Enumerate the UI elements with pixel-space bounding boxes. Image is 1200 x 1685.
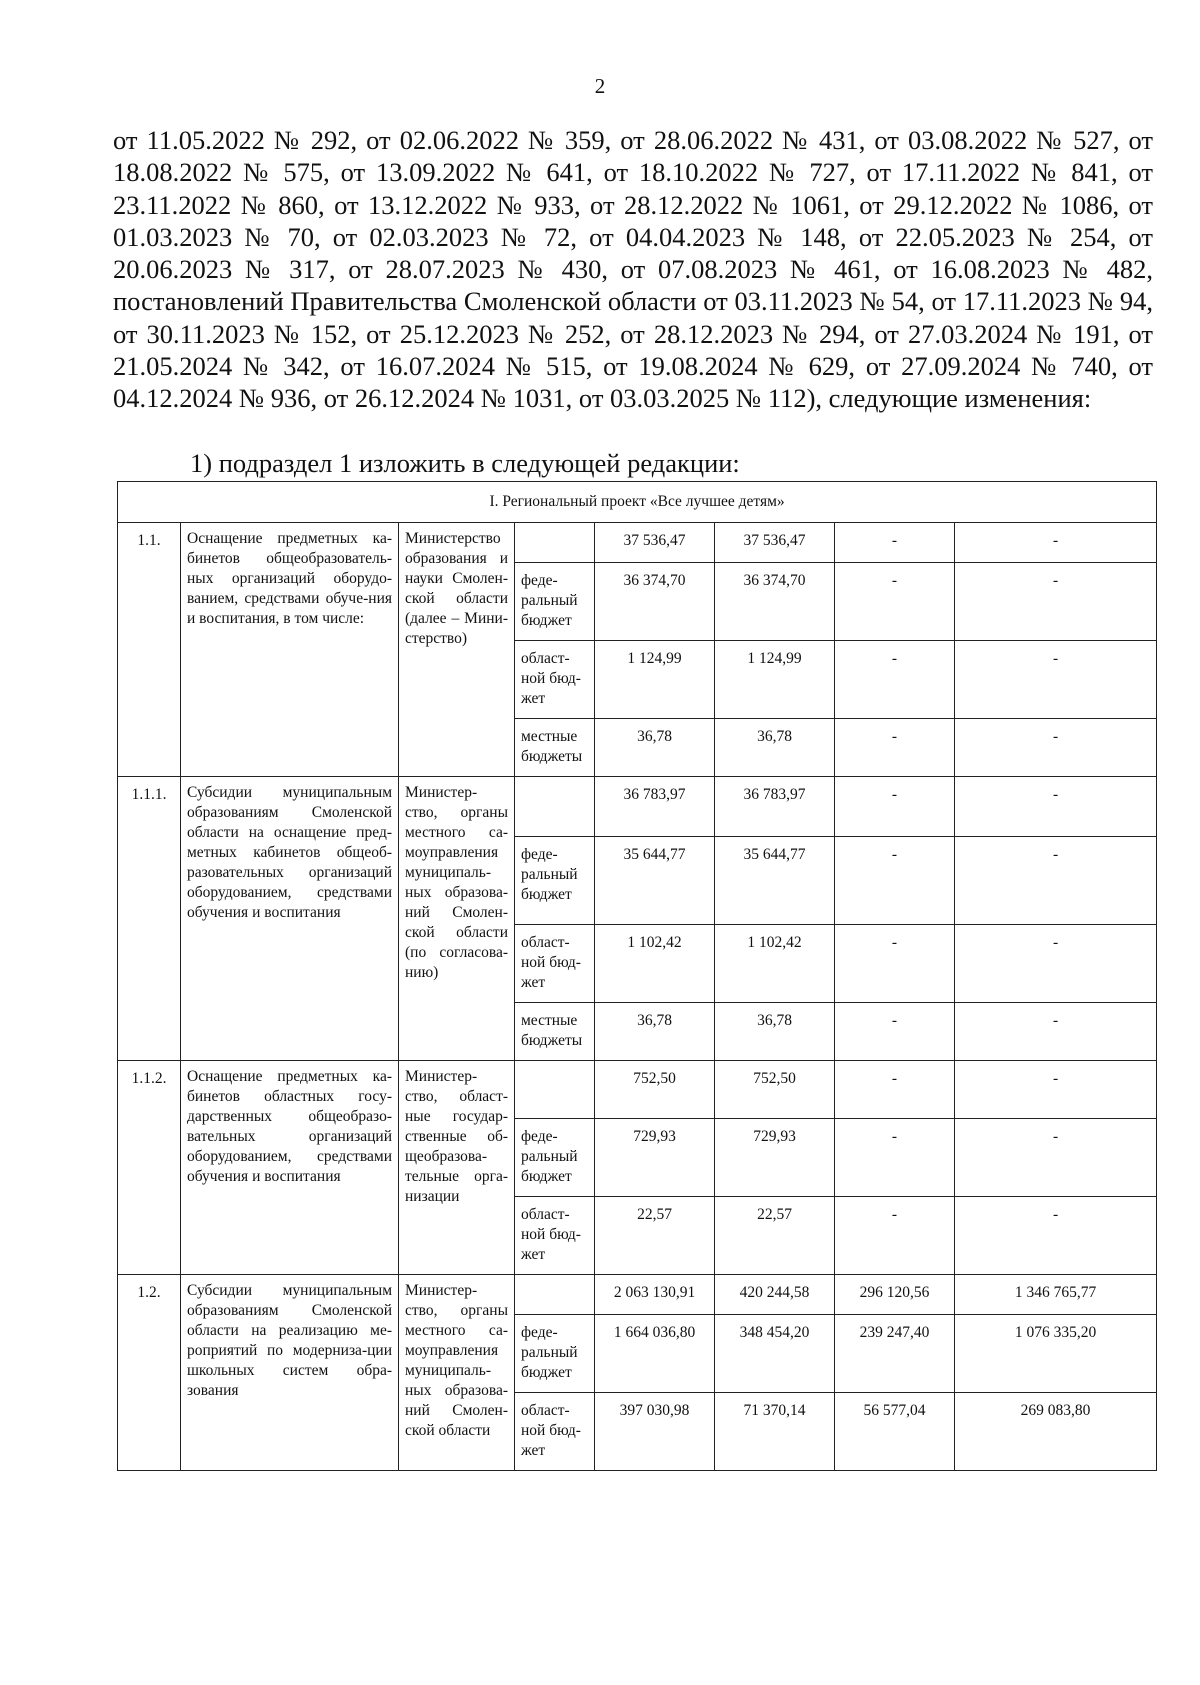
year3-value: - <box>955 523 1157 563</box>
item-executor: Министер-ство, органы местного са-моуправления муниципаль-ных образова-ний Смолен-ской области <box>399 1275 515 1471</box>
total-value: 36,78 <box>595 1003 715 1061</box>
section-row <box>118 482 1157 523</box>
page-number: 2 <box>594 74 606 98</box>
year3-value: - <box>955 777 1157 837</box>
source-federal: феде-ральный бюджет <box>515 563 595 641</box>
year3-value: - <box>955 1003 1157 1061</box>
source-federal: феде-ральный бюджет <box>515 1315 595 1393</box>
year3-value: - <box>955 1119 1157 1197</box>
table-row <box>118 523 1157 563</box>
item-code: 1.1. <box>118 523 181 777</box>
total-value: 35 644,77 <box>595 837 715 925</box>
year1-value: 71 370,14 <box>715 1393 835 1471</box>
year3-value: - <box>955 1061 1157 1119</box>
year1-value: 36,78 <box>715 1003 835 1061</box>
year1-value: 729,93 <box>715 1119 835 1197</box>
total-value: 729,93 <box>595 1119 715 1197</box>
year2-value: - <box>835 1061 955 1119</box>
item-name: Субсидии муниципальным образованиям Смоленской области на оснащение пред-метных кабинетов общеоб-разовательных организаций оборудованием, средствами обучения и воспитания <box>181 777 399 1061</box>
year3-value: 269 083,80 <box>955 1393 1157 1471</box>
source-regional: област-ной бюд-жет <box>515 1393 595 1471</box>
year3-value: - <box>955 1197 1157 1275</box>
year1-value: 37 536,47 <box>715 523 835 563</box>
year1-value: 348 454,20 <box>715 1315 835 1393</box>
year3-value: - <box>955 925 1157 1003</box>
item-code: 1.1.2. <box>118 1061 181 1275</box>
year2-value: 56 577,04 <box>835 1393 955 1471</box>
year3-value: - <box>955 837 1157 925</box>
item-name: Оснащение предметных ка-бинетов областных госу-дарственных общеобразо-вательных организаций оборудованием, средствами обучения и воспитания <box>181 1061 399 1275</box>
total-value: 36,78 <box>595 719 715 777</box>
source-local: местные бюджеты <box>515 1003 595 1061</box>
year3-value: - <box>955 641 1157 719</box>
year3-value: 1 346 765,77 <box>955 1275 1157 1315</box>
budget-table <box>117 481 1157 1471</box>
source-regional: област-ной бюд-жет <box>515 641 595 719</box>
table-row <box>118 1275 1157 1315</box>
year2-value: - <box>835 719 955 777</box>
item-executor: Министер-ство, област-ные государ-ственные об-щеобразова-тельные орга-низации <box>399 1061 515 1275</box>
year2-value: - <box>835 523 955 563</box>
total-value: 1 102,42 <box>595 925 715 1003</box>
intro-paragraph: от 11.05.2022 № 292, от 02.06.2022 № 359, от 28.06.2022 № 431, от 03.08.2022 № 527, от 18.08.2022 № 575, от 13.09.2022 № 641, от 18.10.2022 № 727, от 17.11.2022 № 841, от 23.11.2022 № 860, от 13.12.2022 № 933, от 28.12.2022 № 1061, от 29.12.2022 № 1086, от 01.03.2023 № 70, от 02.03.2023 № 72, от 04.04.2023 № 148, от 22.05.2023 № 254, от 20.06.2023 № 317, от 28.07.2023 № 430, от 07.08.2023 № 461, от 16.08.2023 № 482, постановлений Правительства Смоленской области от 03.11.2023 № 54, от 17.11.2023 № 94, от 30.11.2023 № 152, от 25.12.2023 № 252, от 28.12.2023 № 294, от 27.03.2024 № 191, от 21.05.2024 № 342, от 16.07.2024 № 515, от 19.08.2024 № 629, от 27.09.2024 № 740, от 04.12.2024 № 936, от 26.12.2024 № 1031, от 03.03.2025 № 112), следующие изменения: <box>113 125 1153 414</box>
year1-value: 22,57 <box>715 1197 835 1275</box>
item-code: 1.1.1. <box>118 777 181 1061</box>
item-name: Субсидии муниципальным образованиям Смоленской области на реализацию ме-роприятий по модерниза-ции школьных систем обра-зования <box>181 1275 399 1471</box>
total-value: 2 063 130,91 <box>595 1275 715 1315</box>
year2-value: - <box>835 1119 955 1197</box>
year3-value: - <box>955 719 1157 777</box>
year1-value: 1 102,42 <box>715 925 835 1003</box>
total-value: 1 664 036,80 <box>595 1315 715 1393</box>
table-row <box>118 1061 1157 1119</box>
total-value: 36 374,70 <box>595 563 715 641</box>
year3-value: - <box>955 563 1157 641</box>
year1-value: 36 374,70 <box>715 563 835 641</box>
year1-value: 420 244,58 <box>715 1275 835 1315</box>
year2-value: - <box>835 1003 955 1061</box>
year2-value: 239 247,40 <box>835 1315 955 1393</box>
total-value: 37 536,47 <box>595 523 715 563</box>
year2-value: - <box>835 777 955 837</box>
table-row <box>118 777 1157 837</box>
year2-value: - <box>835 837 955 925</box>
subheading: 1) подраздел 1 изложить в следующей редакции: <box>190 448 740 478</box>
source-regional: област-ной бюд-жет <box>515 1197 595 1275</box>
year2-value: - <box>835 563 955 641</box>
source-local: местные бюджеты <box>515 719 595 777</box>
item-code: 1.2. <box>118 1275 181 1471</box>
year1-value: 35 644,77 <box>715 837 835 925</box>
source-regional: област-ной бюд-жет <box>515 925 595 1003</box>
year2-value: - <box>835 925 955 1003</box>
item-name: Оснащение предметных ка-бинетов общеобразователь-ных организаций оборудо-ванием, средствами обуче-ния и воспитания, в том числе: <box>181 523 399 777</box>
total-value: 1 124,99 <box>595 641 715 719</box>
year1-value: 752,50 <box>715 1061 835 1119</box>
year2-value: - <box>835 1197 955 1275</box>
year1-value: 36 783,97 <box>715 777 835 837</box>
item-executor: Министер-ство, органы местного са-моуправления муниципаль-ных образова-ний Смолен-ской области (по согласова-нию) <box>399 777 515 1061</box>
year1-value: 1 124,99 <box>715 641 835 719</box>
source-federal: феде-ральный бюджет <box>515 1119 595 1197</box>
item-executor: Министерство образования и науки Смолен-ской области (далее – Мини-стерство) <box>399 523 515 777</box>
year2-value: - <box>835 641 955 719</box>
year1-value: 36,78 <box>715 719 835 777</box>
section-title: I. Региональный проект «Все лучшее детям» <box>118 482 1157 523</box>
total-value: 36 783,97 <box>595 777 715 837</box>
year2-value: 296 120,56 <box>835 1275 955 1315</box>
total-value: 22,57 <box>595 1197 715 1275</box>
total-value: 397 030,98 <box>595 1393 715 1471</box>
year3-value: 1 076 335,20 <box>955 1315 1157 1393</box>
total-value: 752,50 <box>595 1061 715 1119</box>
source-federal: феде-ральный бюджет <box>515 837 595 925</box>
